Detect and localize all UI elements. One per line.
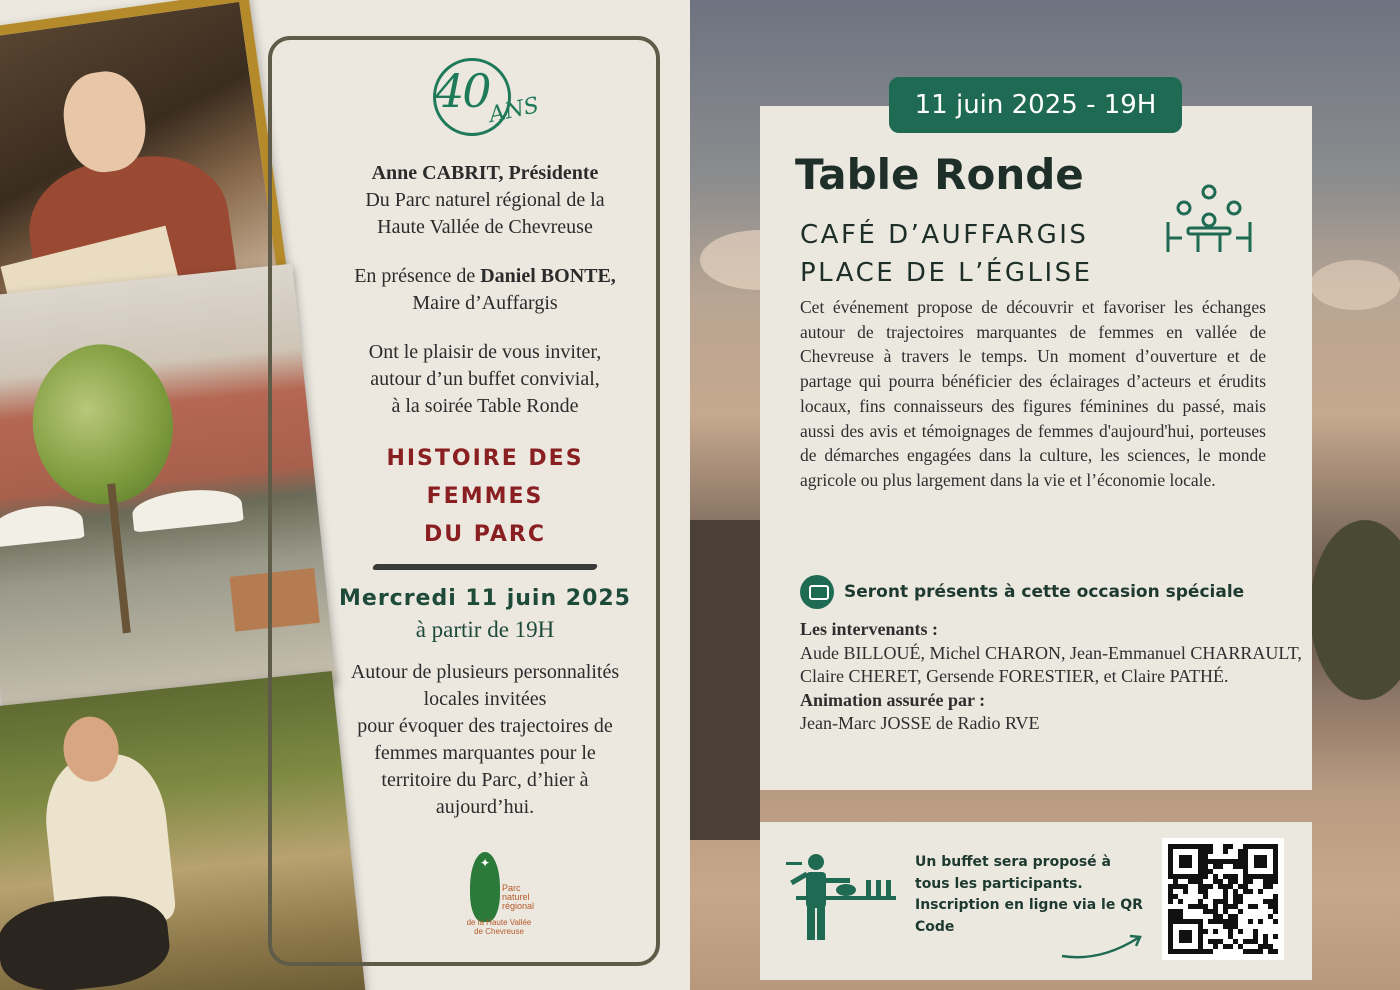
- logo-suffix: ANS: [486, 93, 542, 128]
- event-heading-line-2: DU PARC: [423, 522, 546, 547]
- goat: [0, 890, 173, 990]
- presence-prefix: En présence de: [354, 265, 476, 287]
- chat-bubble-icon: [800, 575, 834, 609]
- qr-finder-pattern: [1243, 844, 1278, 879]
- cafe-parasol: [0, 502, 85, 547]
- card-title: Table Ronde: [795, 150, 1084, 199]
- about-line-2: locales invitées: [423, 688, 547, 710]
- speakers-block: [800, 618, 1310, 736]
- about-line-4: femmes marquantes pour le: [374, 742, 596, 764]
- about-line-1: Autour de plusieurs personnalités: [350, 661, 620, 683]
- date-pill: 11 juin 2025 - 19H: [889, 77, 1182, 133]
- venue: [800, 216, 1093, 292]
- host-line-3: Haute Vallée de Chevreuse: [377, 216, 593, 238]
- registration-qr-code[interactable]: [1162, 838, 1284, 960]
- host-name-radio: Jean-Marc JOSSE de Radio RVE: [800, 713, 1040, 733]
- about-line-5: territoire du Parc, d’hier à: [381, 769, 589, 791]
- background-tree: [1310, 520, 1400, 700]
- about-line-6: aujourd’hui.: [435, 796, 535, 818]
- host-line-2: Du Parc naturel régional de la: [365, 189, 605, 211]
- arrow-to-qr-icon: [1060, 932, 1144, 962]
- event-time: à partir de 19H: [415, 617, 555, 642]
- event-date: Mercredi 11 juin 2025: [339, 586, 631, 611]
- cafe-parasol: [131, 485, 244, 532]
- qr-finder-pattern: [1168, 919, 1203, 954]
- background-building: [690, 520, 760, 840]
- about-line-3: pour évoquer des trajectoires de: [357, 715, 613, 737]
- park-logo-top: Parc naturel régional: [502, 883, 535, 911]
- presence-line: [330, 263, 640, 290]
- speakers-list: Aude BILLOUÉ, Michel CHARON, Jean-Emmanuel CHARRAULT, Claire CHERET, Gersende FORESTIER, et Claire PATHÉ.: [800, 642, 1302, 686]
- forty-years-logo: [429, 54, 541, 154]
- park-logo-bottom: de la Haute Vallée de Chevreuse: [466, 918, 532, 936]
- round-table-icon: [1162, 182, 1256, 256]
- qr-finder-pattern: [1168, 844, 1203, 879]
- invite-line-1: Ont le plaisir de vous inviter,: [368, 341, 602, 363]
- park-logo: [466, 852, 535, 938]
- presence-role: Maire d’Auffargis: [412, 292, 558, 314]
- cafe-tree: [25, 337, 181, 511]
- host-label: Animation assurée par :: [800, 689, 986, 710]
- event-heading: [330, 440, 640, 554]
- invite-line-2: autour d’un buffet convivial,: [370, 368, 600, 390]
- venue-line-1: CAFÉ D’AUFFARGIS: [800, 220, 1089, 250]
- present-heading: Seront présents à cette occasion spéciale: [844, 582, 1245, 602]
- speakers-label: Les intervenants :: [800, 619, 938, 639]
- invitation-text: [330, 54, 640, 821]
- event-description: Cet événement propose de découvrir et favoriser les échanges autour de trajectoires marquantes de femmes en vallée de Chevreuse à travers le temps. Un moment d’ouverture et de partage qui pourra bénéficier des éclairages d’acteurs et érudits locaux, fins connaisseurs des figures féminines du passé, mais aussi des avis et témoignages de femmes d'aujourd'hui, porteuses de démarches engagées dans la culture, les sciences, le monde agricole ou plus largement dans la vie et l’économie locale.: [800, 297, 1266, 490]
- park-leaf-icon: ✦: [470, 852, 500, 922]
- buffet-text: Un buffet sera proposé à tous les participants. Inscription en ligne via le QR Code: [915, 854, 1143, 935]
- logo-number: 40: [435, 64, 490, 118]
- waiter-buffet-icon: [786, 852, 898, 944]
- background-cloud: [1310, 260, 1400, 310]
- invite-line-3: à la soirée Table Ronde: [391, 395, 579, 417]
- cafe-tree-trunk: [107, 483, 131, 633]
- presence-name: Daniel BONTE,: [480, 265, 616, 287]
- brush-divider: [372, 564, 598, 570]
- venue-line-2: PLACE DE L’ÉGLISE: [800, 258, 1093, 288]
- present-heading-row: [800, 574, 1244, 610]
- host-name: Anne CABRIT, Présidente: [371, 162, 599, 184]
- event-heading-line-1: HISTOIRE DES FEMMES: [386, 446, 584, 509]
